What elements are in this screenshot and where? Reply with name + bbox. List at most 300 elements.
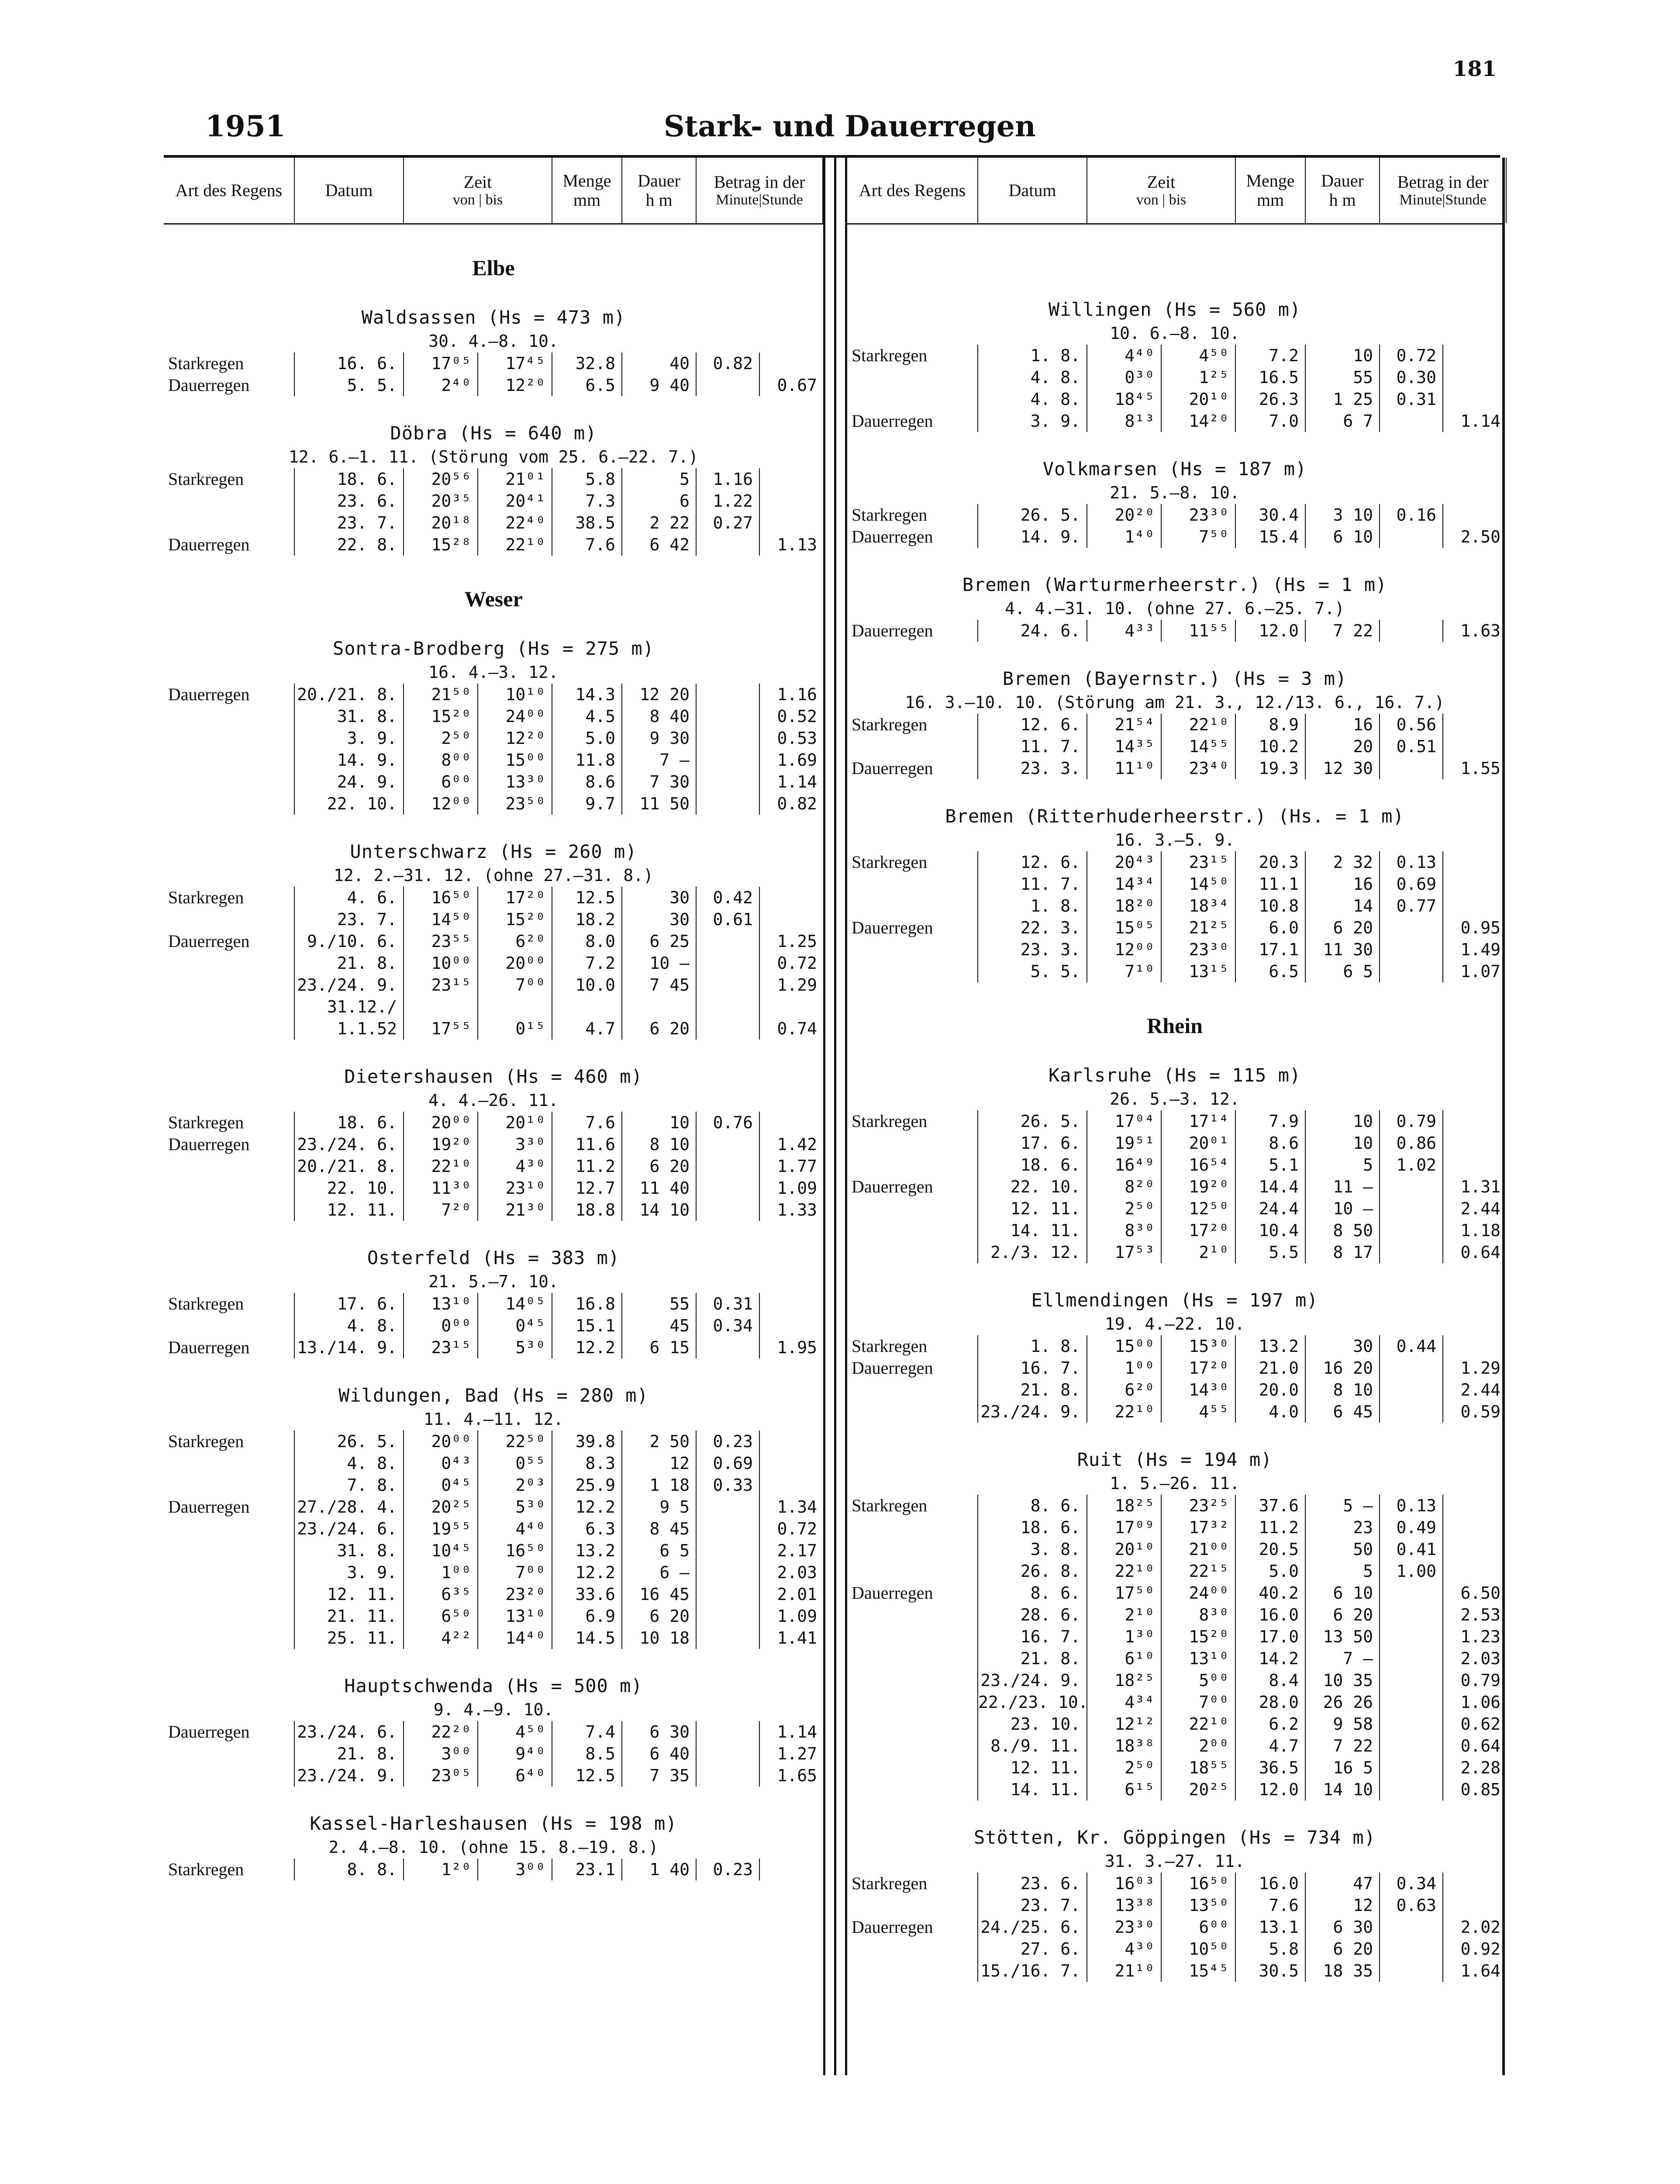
station-name: Bremen (Bayernstr.) (Hs = 3 m) bbox=[1002, 668, 1347, 689]
table-cell bbox=[1380, 1604, 1443, 1626]
table-cell: 6³⁵ bbox=[404, 1583, 478, 1605]
station-name: Döbra (Hs = 640 m) bbox=[390, 422, 597, 444]
table-cell: 40.2 bbox=[1236, 1582, 1306, 1604]
table-cell: 8 17 bbox=[1306, 1241, 1380, 1263]
table-cell: 38.5 bbox=[552, 512, 622, 534]
station-block bbox=[164, 422, 823, 556]
table-cell: 0.42 bbox=[697, 887, 760, 909]
table-cell: 7. 8. bbox=[295, 1474, 404, 1496]
table-cell: 7 35 bbox=[622, 1765, 697, 1787]
station-period: 9. 4.—9. 10. bbox=[433, 1700, 554, 1719]
table-cell bbox=[164, 705, 295, 727]
table-cell bbox=[847, 1241, 978, 1263]
table-cell: Dauerregen bbox=[847, 1582, 978, 1604]
table-cell: 23./24. 6. bbox=[295, 1133, 404, 1155]
table-cell: 47 bbox=[1306, 1873, 1380, 1894]
table-cell: 0.86 bbox=[1380, 1132, 1443, 1154]
table-cell: Dauerregen bbox=[847, 410, 978, 432]
table-cell bbox=[1443, 1560, 1507, 1582]
table-cell bbox=[697, 1337, 760, 1358]
table-cell: 0⁴³ bbox=[404, 1452, 478, 1474]
table-cell bbox=[760, 1859, 823, 1880]
table-cell: 6.5 bbox=[1236, 961, 1306, 982]
table-cell: Dauerregen bbox=[847, 917, 978, 939]
table-cell: Starkregen bbox=[164, 1859, 295, 1880]
table-cell: 15²⁸ bbox=[404, 534, 478, 556]
table-cell: 0.49 bbox=[1380, 1517, 1443, 1538]
table-cell: 12.0 bbox=[1236, 620, 1306, 642]
table-cell: 4. 8. bbox=[295, 1315, 404, 1337]
table-row bbox=[847, 1648, 1502, 1669]
station-period: 4. 4.—26. 11. bbox=[428, 1091, 559, 1110]
table-cell bbox=[478, 996, 552, 1018]
table-cell bbox=[847, 1560, 978, 1582]
table-cell: 23./24. 6. bbox=[295, 1721, 404, 1743]
table-cell bbox=[847, 366, 978, 388]
table-cell: 16.5 bbox=[1236, 366, 1306, 388]
table-cell: Starkregen bbox=[847, 714, 978, 736]
station-block bbox=[164, 1675, 823, 1787]
table-cell: 2.44 bbox=[1460, 1199, 1501, 1218]
table-cell: 18²⁵ bbox=[1087, 1669, 1162, 1691]
table-cell: 7.9 bbox=[1236, 1110, 1306, 1132]
table-cell: 1.69 bbox=[777, 750, 817, 770]
table-cell: 4.7 bbox=[552, 1018, 622, 1040]
table-cell: 12⁰⁰ bbox=[404, 793, 478, 815]
table-cell: 2 50 bbox=[622, 1431, 697, 1452]
table-cell bbox=[847, 1517, 978, 1538]
table-cell: 2¹⁰ bbox=[1162, 1241, 1236, 1263]
table-cell: 4²² bbox=[404, 1627, 478, 1649]
table-cell: 8. 6. bbox=[978, 1582, 1087, 1604]
table-cell bbox=[1443, 1495, 1507, 1517]
table-cell bbox=[697, 684, 760, 705]
table-cell bbox=[847, 1154, 978, 1176]
table-cell: 10 35 bbox=[1306, 1669, 1380, 1691]
table-cell: 16⁵⁰ bbox=[478, 1540, 552, 1562]
table-cell: 0.64 bbox=[1460, 1243, 1501, 1262]
table-row bbox=[847, 504, 1502, 526]
table-row bbox=[164, 1518, 823, 1540]
table-row bbox=[847, 1495, 1502, 1517]
table-cell: 7 45 bbox=[622, 974, 697, 996]
table-cell: 4⁵⁵ bbox=[1162, 1401, 1236, 1423]
table-cell: 0.51 bbox=[1380, 736, 1443, 757]
station-period: 19. 4.—22. 10. bbox=[1104, 1314, 1245, 1334]
table-cell: 5.0 bbox=[552, 727, 622, 749]
table-cell: 10 bbox=[1306, 1110, 1380, 1132]
table-cell: 18²⁰ bbox=[1087, 895, 1162, 917]
section-title: Weser bbox=[464, 587, 523, 611]
table-cell: 0.33 bbox=[697, 1474, 760, 1496]
station-block bbox=[847, 1449, 1502, 1800]
table-cell: 0.52 bbox=[777, 707, 817, 726]
table-cell bbox=[622, 996, 697, 1018]
table-cell: 4. 8. bbox=[978, 366, 1087, 388]
table-cell: 15.4 bbox=[1236, 526, 1306, 548]
table-cell: 39.8 bbox=[552, 1431, 622, 1452]
table-cell bbox=[697, 374, 760, 396]
table-cell bbox=[847, 1691, 978, 1713]
table-cell: 6 25 bbox=[622, 930, 697, 952]
table-header bbox=[847, 158, 1502, 225]
table-row bbox=[164, 771, 823, 793]
table-cell: Starkregen bbox=[164, 887, 295, 909]
left-column bbox=[164, 158, 825, 2075]
table-cell bbox=[697, 1496, 760, 1518]
table-cell bbox=[847, 1757, 978, 1779]
table-cell: 8¹³ bbox=[1087, 410, 1162, 432]
table-cell: 10 bbox=[1306, 1132, 1380, 1154]
station-block bbox=[164, 1813, 823, 1880]
table-cell: 14 bbox=[1306, 895, 1380, 917]
table-cell: 4⁵⁰ bbox=[478, 1721, 552, 1743]
table-cell: 1.29 bbox=[777, 975, 817, 995]
table-cell: 6 10 bbox=[1306, 1582, 1380, 1604]
table-cell: 5.8 bbox=[552, 468, 622, 490]
station-block bbox=[164, 841, 823, 1040]
table-cell: 7 22 bbox=[1306, 620, 1380, 642]
table-cell: 17²⁰ bbox=[478, 887, 552, 909]
table-cell: Dauerregen bbox=[164, 1496, 295, 1518]
table-cell: 6.2 bbox=[1236, 1713, 1306, 1735]
table-cell: 3. 9. bbox=[295, 1562, 404, 1583]
table-cell: 20⁴¹ bbox=[478, 490, 552, 512]
table-cell bbox=[164, 1605, 295, 1627]
page-year: 1951 bbox=[205, 109, 286, 143]
table-cell bbox=[760, 1452, 823, 1474]
header-dauer: Dauer h m bbox=[622, 158, 697, 223]
table-cell: 1.13 bbox=[777, 535, 817, 554]
table-cell: 6⁰⁰ bbox=[404, 771, 478, 793]
table-cell: 1.07 bbox=[1460, 962, 1501, 981]
table-cell bbox=[164, 974, 295, 996]
table-cell: 6 45 bbox=[1306, 1401, 1380, 1423]
table-row bbox=[847, 1757, 1502, 1779]
table-cell: 3. 9. bbox=[295, 727, 404, 749]
table-cell: 25. 11. bbox=[295, 1627, 404, 1649]
table-cell bbox=[164, 1018, 295, 1040]
table-cell: 16 5 bbox=[1306, 1757, 1380, 1779]
table-cell: 23. 3. bbox=[978, 939, 1087, 961]
table-row bbox=[164, 1721, 823, 1743]
table-cell: 14 10 bbox=[622, 1199, 697, 1221]
table-cell: 8.6 bbox=[1236, 1132, 1306, 1154]
table-cell: Dauerregen bbox=[847, 757, 978, 779]
table-cell: 23¹⁵ bbox=[404, 974, 478, 996]
table-cell bbox=[847, 1713, 978, 1735]
table-cell: 15³⁰ bbox=[1162, 1335, 1236, 1357]
table-cell: 21⁰⁰ bbox=[1162, 1538, 1236, 1560]
table-row bbox=[164, 909, 823, 930]
station-period: 1. 5.—26. 11. bbox=[1110, 1474, 1240, 1493]
table-cell: 6.3 bbox=[552, 1518, 622, 1540]
table-cell: 23¹⁰ bbox=[478, 1177, 552, 1199]
table-cell: 15⁰⁰ bbox=[1087, 1335, 1162, 1357]
table-cell: Starkregen bbox=[847, 851, 978, 873]
table-cell: 21. 8. bbox=[978, 1379, 1087, 1401]
table-cell bbox=[164, 1540, 295, 1562]
table-cell: 17⁵⁵ bbox=[404, 1018, 478, 1040]
table-cell: 11 30 bbox=[1306, 939, 1380, 961]
table-cell: 22¹⁰ bbox=[1087, 1401, 1162, 1423]
station-block bbox=[847, 1064, 1502, 1263]
table-cell: 10.8 bbox=[1236, 895, 1306, 917]
station-block bbox=[164, 1385, 823, 1649]
table-row bbox=[164, 996, 823, 1018]
section-title: Rhein bbox=[1147, 1013, 1203, 1038]
table-cell bbox=[164, 1583, 295, 1605]
table-cell: 22. 8. bbox=[295, 534, 404, 556]
table-cell: 8³⁰ bbox=[1162, 1604, 1236, 1626]
table-cell: 1.31 bbox=[1460, 1177, 1501, 1196]
table-cell: Starkregen bbox=[847, 1335, 978, 1357]
table-cell: 20²⁵ bbox=[1162, 1779, 1236, 1800]
table-cell: 32.8 bbox=[552, 352, 622, 374]
table-cell: 18. 6. bbox=[295, 1112, 404, 1133]
station-period: 30. 4.—8. 10. bbox=[428, 332, 559, 351]
table-cell: 16 45 bbox=[622, 1583, 697, 1605]
table-cell: 16.0 bbox=[1236, 1873, 1306, 1894]
table-cell: 10⁵⁰ bbox=[1162, 1938, 1236, 1960]
right-column bbox=[845, 158, 1505, 2075]
table-cell bbox=[1380, 1938, 1443, 1960]
table-row bbox=[164, 727, 823, 749]
table-cell bbox=[697, 705, 760, 727]
table-cell bbox=[847, 1220, 978, 1241]
table-cell: 27. 6. bbox=[978, 1938, 1087, 1960]
table-cell bbox=[1380, 1691, 1443, 1713]
table-cell bbox=[1380, 1241, 1443, 1263]
table-cell: 16.8 bbox=[552, 1293, 622, 1315]
table-cell: 3. 8. bbox=[978, 1538, 1087, 1560]
table-cell: 11.2 bbox=[552, 1155, 622, 1177]
header-dauer: Dauer h m bbox=[1306, 158, 1380, 223]
table-cell: 1.18 bbox=[1460, 1221, 1501, 1240]
table-row bbox=[164, 1431, 823, 1452]
table-cell: Dauerregen bbox=[164, 1721, 295, 1743]
table-cell: 16. 7. bbox=[978, 1626, 1087, 1648]
table-row bbox=[164, 887, 823, 909]
table-row bbox=[847, 1538, 1502, 1560]
header-menge: Menge mm bbox=[552, 158, 622, 223]
station-period: 4. 4.—31. 10. (ohne 27. 6.—25. 7.) bbox=[1005, 599, 1345, 618]
table-cell: 18⁴⁵ bbox=[1087, 388, 1162, 410]
table-row bbox=[847, 526, 1502, 548]
table-cell: 6.9 bbox=[552, 1605, 622, 1627]
table-cell: 3 10 bbox=[1306, 504, 1380, 526]
table-cell: 55 bbox=[622, 1293, 697, 1315]
table-row bbox=[164, 1605, 823, 1627]
station-period: 26. 5.—3. 12. bbox=[1110, 1089, 1240, 1109]
table-cell: 7⁰⁰ bbox=[478, 1562, 552, 1583]
table-frame bbox=[164, 155, 1500, 2075]
table-cell: 6.0 bbox=[1236, 917, 1306, 939]
table-cell bbox=[164, 1474, 295, 1496]
table-cell: 20⁰¹ bbox=[1162, 1132, 1236, 1154]
page-title: Stark- und Dauerregen bbox=[664, 109, 1036, 143]
table-cell: 7 30 bbox=[622, 771, 697, 793]
table-cell bbox=[1380, 1379, 1443, 1401]
table-cell bbox=[1443, 1110, 1507, 1132]
table-cell: 6 30 bbox=[1306, 1916, 1380, 1938]
table-cell: 27./28. 4. bbox=[295, 1496, 404, 1518]
table-cell: 40 bbox=[622, 352, 697, 374]
table-cell: 7 — bbox=[622, 749, 697, 771]
table-cell: 20./21. 8. bbox=[295, 1155, 404, 1177]
table-cell: 4³⁴ bbox=[1087, 1691, 1162, 1713]
table-cell: 12.5 bbox=[552, 1765, 622, 1787]
table-cell: 0.72 bbox=[777, 1519, 817, 1538]
table-cell bbox=[1380, 757, 1443, 779]
table-cell: 12 20 bbox=[622, 684, 697, 705]
table-cell bbox=[1380, 917, 1443, 939]
table-cell: Dauerregen bbox=[847, 1916, 978, 1938]
table-row bbox=[847, 1357, 1502, 1379]
table-row bbox=[847, 1604, 1502, 1626]
table-cell: Starkregen bbox=[164, 1431, 295, 1452]
table-cell: 19⁵⁵ bbox=[404, 1518, 478, 1540]
table-cell: 11.1 bbox=[1236, 873, 1306, 895]
table-row bbox=[847, 1938, 1502, 1960]
table-cell: 7⁰⁰ bbox=[478, 974, 552, 996]
table-row bbox=[847, 1517, 1502, 1538]
table-cell: 17⁵³ bbox=[1087, 1241, 1162, 1263]
table-row bbox=[847, 1401, 1502, 1423]
table-cell: 2¹⁰ bbox=[1087, 1604, 1162, 1626]
table-cell: 22¹⁰ bbox=[1162, 714, 1236, 736]
table-cell: 8. 6. bbox=[978, 1495, 1087, 1517]
table-cell: 16⁵⁰ bbox=[404, 887, 478, 909]
table-cell: 1.49 bbox=[1460, 940, 1501, 959]
table-cell bbox=[164, 771, 295, 793]
table-cell: 17.1 bbox=[1236, 939, 1306, 961]
table-cell: 45 bbox=[622, 1315, 697, 1337]
table-cell: 0.67 bbox=[777, 376, 817, 395]
table-cell bbox=[760, 1112, 823, 1133]
table-cell: 1.42 bbox=[777, 1135, 817, 1154]
table-cell: 23./24. 9. bbox=[295, 974, 404, 996]
table-cell: 7.4 bbox=[552, 1721, 622, 1743]
table-cell: 18³⁴ bbox=[1162, 895, 1236, 917]
table-cell: Starkregen bbox=[164, 1112, 295, 1133]
table-cell: 16⁴⁹ bbox=[1087, 1154, 1162, 1176]
table-cell: 6 20 bbox=[622, 1155, 697, 1177]
table-cell: 6 30 bbox=[622, 1721, 697, 1743]
table-cell bbox=[697, 1518, 760, 1540]
table-cell: 12⁰⁰ bbox=[1087, 939, 1162, 961]
table-cell: 0.77 bbox=[1380, 895, 1443, 917]
table-cell: 8⁰⁰ bbox=[404, 749, 478, 771]
table-cell: 4. 8. bbox=[978, 388, 1087, 410]
station-period: 12. 2.—31. 12. (ohne 27.—31. 8.) bbox=[333, 866, 654, 885]
table-cell bbox=[164, 996, 295, 1018]
table-cell bbox=[697, 974, 760, 996]
table-cell: 8.4 bbox=[1236, 1669, 1306, 1691]
table-cell: 6 20 bbox=[622, 1605, 697, 1627]
table-cell: 5³⁰ bbox=[478, 1337, 552, 1358]
table-cell: 20¹⁰ bbox=[478, 1112, 552, 1133]
table-cell: 7¹⁰ bbox=[1087, 961, 1162, 982]
table-cell: 21⁵⁴ bbox=[1087, 714, 1162, 736]
table-cell: 1⁰⁰ bbox=[1087, 1357, 1162, 1379]
table-cell: 20¹⁰ bbox=[1162, 388, 1236, 410]
table-cell bbox=[697, 996, 760, 1018]
table-cell: 20.3 bbox=[1236, 851, 1306, 873]
table-cell: 12²⁰ bbox=[478, 374, 552, 396]
table-cell: 10.4 bbox=[1236, 1220, 1306, 1241]
table-cell: 6 — bbox=[622, 1562, 697, 1583]
table-row bbox=[164, 1540, 823, 1562]
table-cell: 1.65 bbox=[777, 1766, 817, 1785]
table-cell bbox=[697, 1199, 760, 1221]
table-cell: 20²⁰ bbox=[1087, 504, 1162, 526]
table-cell: 0.34 bbox=[697, 1315, 760, 1337]
table-cell: 9 40 bbox=[622, 374, 697, 396]
table-cell bbox=[164, 1199, 295, 1221]
table-cell: 25.9 bbox=[552, 1474, 622, 1496]
table-cell bbox=[847, 1648, 978, 1669]
table-cell bbox=[697, 952, 760, 974]
table-cell: 23⁵⁵ bbox=[404, 930, 478, 952]
table-cell: 14.5 bbox=[552, 1627, 622, 1649]
table-cell: 0.69 bbox=[697, 1452, 760, 1474]
table-cell bbox=[847, 1401, 978, 1423]
table-cell: 8.6 bbox=[552, 771, 622, 793]
table-row bbox=[847, 757, 1502, 779]
table-cell: 2⁴⁰ bbox=[404, 374, 478, 396]
table-cell: 11³⁰ bbox=[404, 1177, 478, 1199]
table-cell: 18³⁸ bbox=[1087, 1735, 1162, 1757]
header-betrag: Betrag in der Minute|Stunde bbox=[1380, 158, 1507, 223]
table-cell: 16 bbox=[1306, 714, 1380, 736]
table-cell: 8 10 bbox=[1306, 1379, 1380, 1401]
table-cell: 17¹⁴ bbox=[1162, 1110, 1236, 1132]
station-period: 16. 3.—5. 9. bbox=[1114, 830, 1235, 850]
table-cell: 0.13 bbox=[1380, 1495, 1443, 1517]
table-cell: 10.0 bbox=[552, 974, 622, 996]
table-cell: 6²⁰ bbox=[1087, 1379, 1162, 1401]
table-cell: 12.2 bbox=[552, 1337, 622, 1358]
table-cell: 23. 7. bbox=[295, 909, 404, 930]
table-cell: 26 26 bbox=[1306, 1691, 1380, 1713]
table-cell: 22./23. 10. bbox=[978, 1691, 1087, 1713]
table-cell: 24.4 bbox=[1236, 1198, 1306, 1220]
table-row bbox=[164, 1337, 823, 1358]
table-cell: 19²⁰ bbox=[404, 1133, 478, 1155]
table-cell bbox=[1380, 1960, 1443, 1982]
table-cell: 0.72 bbox=[777, 954, 817, 973]
table-cell bbox=[1380, 410, 1443, 432]
table-row bbox=[847, 939, 1502, 961]
table-cell: 23. 7. bbox=[978, 1894, 1087, 1916]
station-block bbox=[847, 668, 1502, 779]
table-cell bbox=[1443, 736, 1507, 757]
table-cell bbox=[1380, 1648, 1443, 1669]
table-cell bbox=[847, 1379, 978, 1401]
table-cell bbox=[1443, 366, 1507, 388]
table-cell: 14⁴⁰ bbox=[478, 1627, 552, 1649]
table-cell: 14. 11. bbox=[978, 1779, 1087, 1800]
table-cell: 16.0 bbox=[1236, 1604, 1306, 1626]
table-cell: 17. 6. bbox=[295, 1293, 404, 1315]
header-datum: Datum bbox=[295, 158, 404, 223]
table-row bbox=[847, 917, 1502, 939]
table-cell: 22¹⁰ bbox=[478, 534, 552, 556]
table-cell: 0.92 bbox=[1460, 1939, 1501, 1959]
table-row bbox=[847, 1176, 1502, 1198]
table-cell: 18²⁵ bbox=[1087, 1495, 1162, 1517]
